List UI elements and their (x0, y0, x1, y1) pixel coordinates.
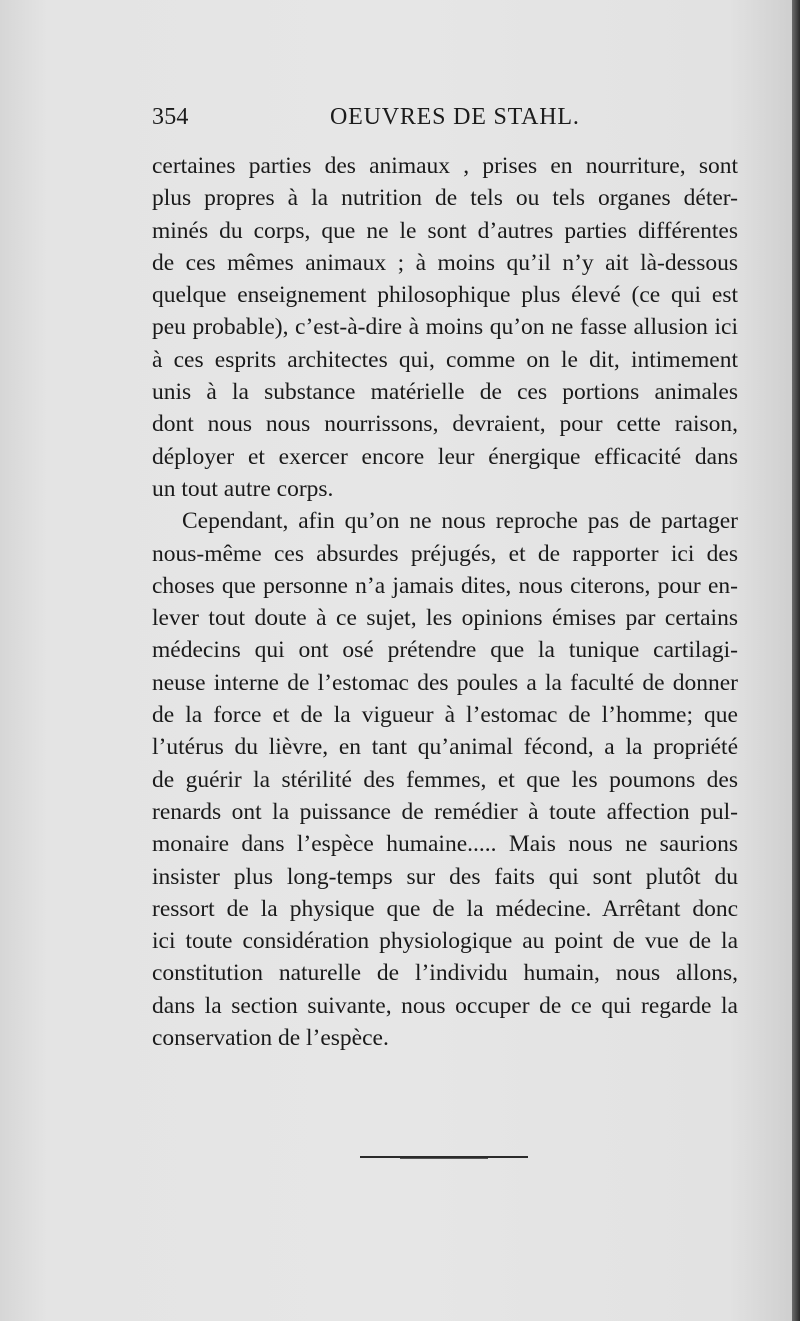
running-title: OEUVRES DE STAHL. (330, 104, 580, 130)
text-line: monaire dans l’espèce humaine..... Mais nous ne saurions (152, 831, 738, 858)
text-line: plus propres à la nutrition de tels ou tels organes déter- (152, 185, 738, 212)
section-divider (360, 1156, 528, 1158)
text-line: conservation de l’espèce. (152, 1025, 389, 1052)
text-line: médecins qui ont osé prétendre que la tunique cartilagi- (152, 637, 738, 664)
page-header (152, 104, 738, 138)
page-number: 354 (152, 104, 189, 130)
text-line: l’utérus du lièvre, en tant qu’animal fécond, a la propriété (152, 734, 738, 761)
text-line: peu probable), c’est-à-dire à moins qu’on ne fasse allusion ici (152, 314, 738, 341)
text-line: Cependant, afin qu’on ne nous reproche pas de partager (182, 508, 738, 535)
text-line: neuse interne de l’estomac des poules a la faculté de donner (152, 669, 738, 696)
text-line: renards ont la puissance de remédier à toute affection pul- (152, 798, 738, 825)
text-line: nous-même ces absurdes préjugés, et de rapporter ici des (152, 540, 738, 567)
text-line: à ces esprits architectes qui, comme on le dit, intimement (152, 346, 738, 373)
text-line: de guérir la stérilité des femmes, et que les poumons des (152, 766, 738, 793)
text-line: déployer et exercer encore leur énergique efficacité dans (152, 443, 738, 470)
text-line: minés du corps, que ne le sont d’autres parties différentes (152, 217, 738, 244)
body-text (152, 150, 738, 1054)
text-line: de ces mêmes animaux ; à moins qu’il n’y ait là-dessous (152, 249, 738, 276)
text-line: dont nous nous nourrissons, devraient, pour cette raison, (152, 411, 738, 438)
text-line: insister plus long-temps sur des faits qui sont plutôt du (152, 863, 738, 890)
text-line: ressort de la physique que de la médecine. Arrêtant donc (152, 895, 738, 922)
page-edge (792, 0, 800, 1321)
text-line: unis à la substance matérielle de ces portions animales (152, 379, 738, 406)
text-line: ici toute considération physiologique au point de vue de la (152, 928, 738, 955)
text-line: certaines parties des animaux , prises en nourriture, sont (152, 153, 738, 179)
text-line: dans la section suivante, nous occuper de ce qui regarde la (152, 992, 738, 1019)
text-line: constitution naturelle de l’individu humain, nous allons, (152, 960, 738, 987)
text-line: quelque enseignement philosophique plus élevé (ce qui est (152, 282, 738, 309)
text-line: de la force et de la vigueur à l’estomac de l’homme; que (152, 702, 738, 729)
text-line: un tout autre corps. (152, 475, 334, 502)
text-line: choses que personne n’a jamais dites, nous citerons, pour en- (152, 572, 738, 599)
text-line: lever tout doute à ce sujet, les opinions émises par certains (152, 605, 738, 632)
